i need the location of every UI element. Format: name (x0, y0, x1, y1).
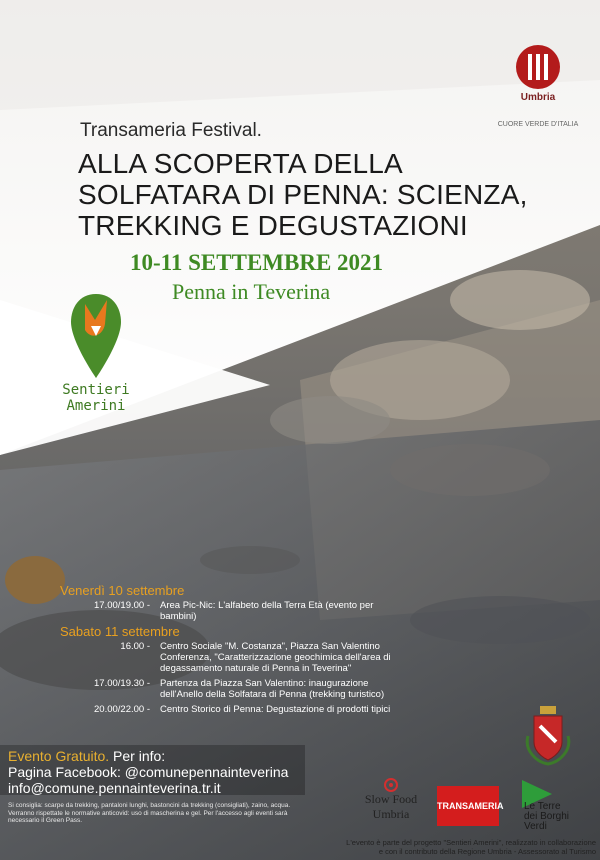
slowfood-logo (356, 778, 426, 822)
day-heading: Sabato 11 settembre (60, 624, 180, 639)
program-desc: Centro Sociale "M. Costanza", Piazza San Valentino Conferenza, "Caratterizzazione geochimica dell'area di degassamento naturale di Penna in Teverina" (160, 641, 391, 674)
program-time: 20.00/22.00 - (94, 704, 150, 715)
info-block (8, 748, 288, 796)
program-item (60, 600, 410, 622)
program (60, 583, 410, 719)
program-desc: Centro Storico di Penna: Degustazione di prodotti tipici (160, 704, 391, 715)
event-place: Penna in Teverina (172, 279, 331, 304)
umbria-tagline: CUORE VERDE D'ITALIA (497, 121, 579, 128)
email-link[interactable]: info@comune.pennainteverina.tr.it (8, 780, 221, 796)
footer-note (300, 838, 596, 856)
umbria-name: Umbria (520, 92, 556, 103)
program-time: 16.00 - (120, 641, 150, 652)
free-label: Evento Gratuito. (8, 748, 110, 764)
per-info-label: Per info: (109, 748, 166, 764)
terre-line: Le Terre (524, 801, 561, 812)
transameria-logo: TRANSAMERIA (437, 786, 499, 826)
day-heading: Venerdì 10 settembre (60, 583, 185, 598)
tips-note: Si consiglia: scarpe da trekking, pantaloni lunghi, bastoncini da trekking (consigliati), zaino, acqua. Verranno rispettate le normative anticovid: uso di mascherina e gel. Per l'accesso agli eventi sarà necessario il Green Pass. (8, 802, 291, 824)
event-dates: 10-11 SETTEMBRE 2021 (130, 250, 384, 275)
slowfood-name: Slow Food (364, 792, 418, 806)
title-line: TREKKING E DEGUSTAZIONI (78, 210, 468, 241)
municipality-crest (522, 706, 574, 766)
umbria-emblem-icon (515, 44, 561, 90)
sentieri-word: Sentieri (62, 382, 130, 398)
event-title (78, 148, 528, 241)
fox-pin-icon (67, 290, 125, 382)
umbria-logo (497, 44, 579, 128)
title-line: ALLA SCOPERTA DELLA (78, 148, 403, 179)
program-time: 17.00/19.00 - (94, 600, 150, 611)
program-desc: Area Pic-Nic: L'alfabeto della Terra Età (evento per bambini) (160, 600, 374, 622)
terre-line: dei Borghi (524, 811, 570, 822)
festival-subtitle: Transameria Festival. (80, 120, 262, 141)
amerini-word: Amerini (66, 398, 126, 414)
footer-line: e con il contributo della Regione Umbria - Assessorato al Turismo (378, 847, 596, 856)
terre-line: Verdi (524, 821, 547, 832)
program-item (60, 678, 410, 700)
crest-icon (522, 706, 574, 766)
terre-borghi-logo (520, 780, 584, 832)
slowfood-region: Umbria (372, 807, 410, 821)
program-desc: Partenza da Piazza San Valentino: inaugurazione dell'Anello della Solfatara di Penna (trekking turistico) (160, 678, 385, 700)
program-item (60, 641, 410, 674)
program-time: 17.00/19.30 - (94, 678, 150, 689)
snail-icon (382, 778, 400, 792)
sentieri-amerini-logo (50, 290, 142, 414)
title-line: SOLFATARA DI PENNA: SCIENZA, (78, 179, 528, 210)
footer-line: L'evento è parte del progetto "Sentieri Amerini", realizzato in collaborazione (346, 838, 596, 847)
facebook-link[interactable]: Pagina Facebook: @comunepennainteverina (8, 764, 289, 780)
info-headline (8, 748, 288, 764)
program-item (60, 704, 410, 715)
